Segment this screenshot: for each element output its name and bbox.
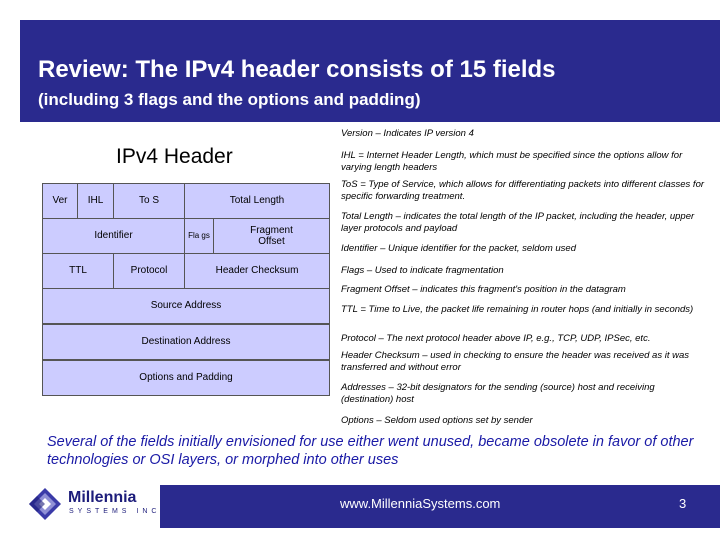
slide-title: Review: The IPv4 header consists of 15 fields [38,56,556,83]
definition-ihl: IHL = Internet Header Length, which must be specified since the options allow for varying length headers [341,150,683,174]
cell-source-address: Source Address [42,288,330,324]
page-number: 3 [679,496,687,511]
footer-url: www.MillenniaSystems.com [340,496,501,511]
cell-header-checksum: Header Checksum [184,253,330,289]
definition-total-length: Total Length – indicates the total length of the IP packet, including the header, upper layer protocols and payload [341,211,695,235]
cell-options-padding: Options and Padding [42,360,330,396]
definition-tos: ToS = Type of Service, which allows for differentiating packets into different classes for specific forwarding treatment. [341,179,705,203]
diagram-title: IPv4 Header [116,145,233,168]
cell-ttl: TTL [42,253,114,289]
cell-identifier: Identifier [42,218,185,254]
millennia-logo-icon [28,487,62,521]
definition-protocol: Protocol – The next protocol header above IP, e.g., TCP, UDP, IPSec, etc. [341,333,651,344]
cell-protocol: Protocol [113,253,185,289]
definition-flags: Flags – Used to indicate fragmentation [341,265,504,276]
definition-version: Version – Indicates IP version 4 [341,128,474,139]
bottom-note: Several of the fields initially envisioned for use either went unused, became obsolete in favor of other technologies or OSI layers, or morphed into other uses [47,434,694,469]
cell-total-length: Total Length [184,183,330,219]
logo-name: Millennia [68,489,137,506]
definition-fragment-offset: Fragment Offset – indicates this fragment's position in the datagram [341,284,626,295]
slide-subtitle: (including 3 flags and the options and padding) [38,90,421,109]
cell-destination-address: Destination Address [42,324,330,360]
definition-identifier: Identifier – Unique identifier for the packet, seldom used [341,243,576,254]
cell-ver: Ver [42,183,78,219]
logo-subtitle: SYSTEMS INC [69,508,161,515]
cell-flags: Fla gs [184,218,214,254]
definition-addresses: Addresses – 32-bit designators for the sending (source) host and receiving (destination) host [341,382,655,406]
cell-tos: To S [113,183,185,219]
definition-options: Options – Seldom used options set by sender [341,415,533,426]
definition-header-checksum: Header Checksum – used in checking to ensure the header was received as it was transferred and without error [341,350,689,374]
company-logo [28,485,161,525]
cell-fragment-offset: Fragment Offset [213,218,330,254]
cell-ihl: IHL [77,183,114,219]
definition-ttl: TTL = Time to Live, the packet life remaining in router hops (and initially in seconds) [341,304,694,315]
